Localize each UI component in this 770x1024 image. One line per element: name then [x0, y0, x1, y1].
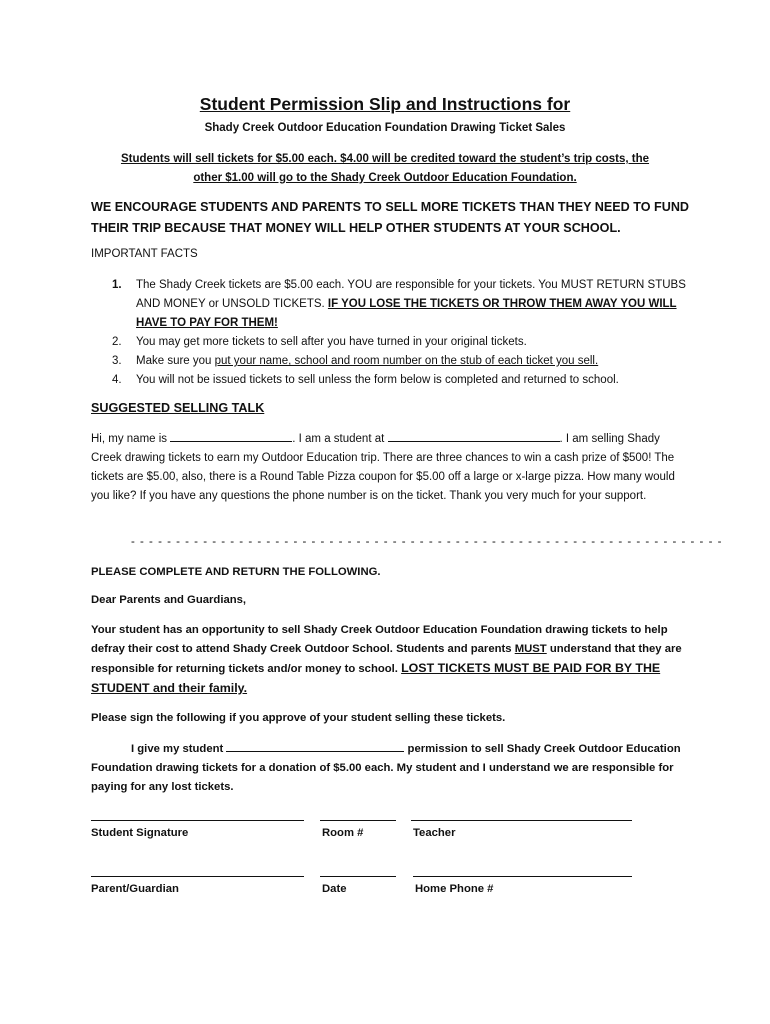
fact-text: You may get more tickets to sell after you have turned in your original tickets.	[136, 336, 527, 348]
list-item	[112, 333, 687, 352]
selling-talk-paragraph	[91, 430, 677, 506]
parent-signature-line	[91, 876, 304, 877]
sign-instruction: Please sign the following if you approve of your student selling these tickets.	[91, 712, 506, 724]
talk-text: Hi, my name is	[91, 433, 171, 445]
page-title: Student Permission Slip and Instructions for	[199, 94, 571, 114]
name-blank	[170, 430, 292, 442]
opp-must: MUST	[514, 643, 547, 655]
list-number: 1.	[112, 279, 122, 291]
teacher-line	[411, 820, 632, 821]
selling-talk-heading: SUGGESTED SELLING TALK	[91, 401, 265, 415]
important-facts-heading: IMPORTANT FACTS	[91, 248, 198, 260]
opp-text: understand that they are responsible for returning tickets and/or money to school.	[91, 643, 682, 675]
encourage-statement: WE ENCOURAGE STUDENTS AND PARENTS TO SELL MORE TICKETS THAN THEY NEED TO FUND THEIR TRIP BECAUSE THAT MONEY WILL HELP OTHER STUDENTS AT YOUR SCHOOL.	[91, 200, 690, 235]
school-blank	[388, 430, 560, 442]
opp-lost-tickets: LOST TICKETS MUST BE PAID FOR BY THE STUDENT and their family.	[91, 661, 661, 695]
list-number: 2.	[112, 336, 122, 348]
give-text: I give my student	[131, 743, 227, 755]
fact-text: You will not be issued tickets to sell unless the form below is completed and returned to school.	[136, 374, 619, 386]
opp-text: Your student has an opportunity to sell Shady Creek Outdoor Education Foundation drawing tickets to help defray their cost to attend Shady Creek Outdoor School. Students and parents	[91, 624, 668, 655]
teacher-label: Teacher	[413, 827, 456, 839]
room-label: Room #	[322, 827, 364, 839]
home-phone-label: Home Phone #	[415, 883, 494, 895]
page-subtitle: Shady Creek Outdoor Education Foundation Drawing Ticket Sales	[204, 122, 566, 134]
date-line	[320, 876, 396, 877]
credit-line-2: other $1.00 will go to the Shady Creek Outdoor Education Foundation.	[193, 172, 577, 184]
student-name-blank	[226, 740, 404, 752]
student-signature-label: Student Signature	[91, 827, 189, 839]
credit-line-1: Students will sell tickets for $5.00 each. $4.00 will be credited toward the student’s trip costs, the	[120, 153, 650, 165]
list-item	[112, 276, 687, 333]
salutation: Dear Parents and Guardians,	[91, 594, 247, 606]
talk-text: . I am a student at	[292, 433, 388, 445]
list-item	[112, 352, 687, 371]
ticket-credit-notice	[95, 150, 675, 188]
fact-emphasis: IF YOU LOSE THE TICKETS OR THROW THEM AWAY YOU WILL HAVE TO PAY FOR THEM!	[136, 298, 677, 329]
list-number: 4.	[112, 374, 122, 386]
talk-text: . I am selling Shady Creek drawing tickets to earn my Outdoor Education trip. There are three chances to win a cash prize of $500! The tickets are $5.00, also, there is a Round Table Pizza coupon for $5.00 off a large or x-large pizza. How many would you like? If you have any questions the phone number is on the ticket. Thank you very much for your support.	[91, 433, 675, 502]
list-item	[112, 371, 687, 390]
fact-text: Make sure you	[136, 355, 215, 367]
return-instruction: PLEASE COMPLETE AND RETURN THE FOLLOWING.	[91, 566, 381, 578]
fact-text: The Shady Creek tickets are $5.00 each. YOU are responsible for your tickets. You MUST RETURN STUBS AND MONEY or UNSOLD TICKETS.	[136, 279, 686, 310]
permission-statement	[91, 740, 686, 797]
date-label: Date	[322, 883, 347, 895]
student-signature-line	[91, 820, 304, 821]
opportunity-paragraph	[91, 621, 686, 699]
fact-underlined: put your name, school and room number on the stub of each ticket you sell.	[214, 355, 599, 367]
give-text: permission to sell Shady Creek Outdoor Education Foundation drawing tickets for a donation of $5.00 each. My student and I understand we are responsible for paying for any lost tickets.	[91, 743, 681, 793]
list-number: 3.	[112, 355, 122, 367]
important-facts-list	[112, 276, 687, 390]
home-phone-line	[413, 876, 632, 877]
parent-guardian-label: Parent/Guardian	[91, 883, 179, 895]
cut-divider: - - - - - - - - - - - - - - - - - - - - - - - - - - - - - - - - - - - - - - - - - - - - - - - - - - - - - - - - - - - - - - - - - -	[131, 536, 723, 548]
room-line	[320, 820, 396, 821]
